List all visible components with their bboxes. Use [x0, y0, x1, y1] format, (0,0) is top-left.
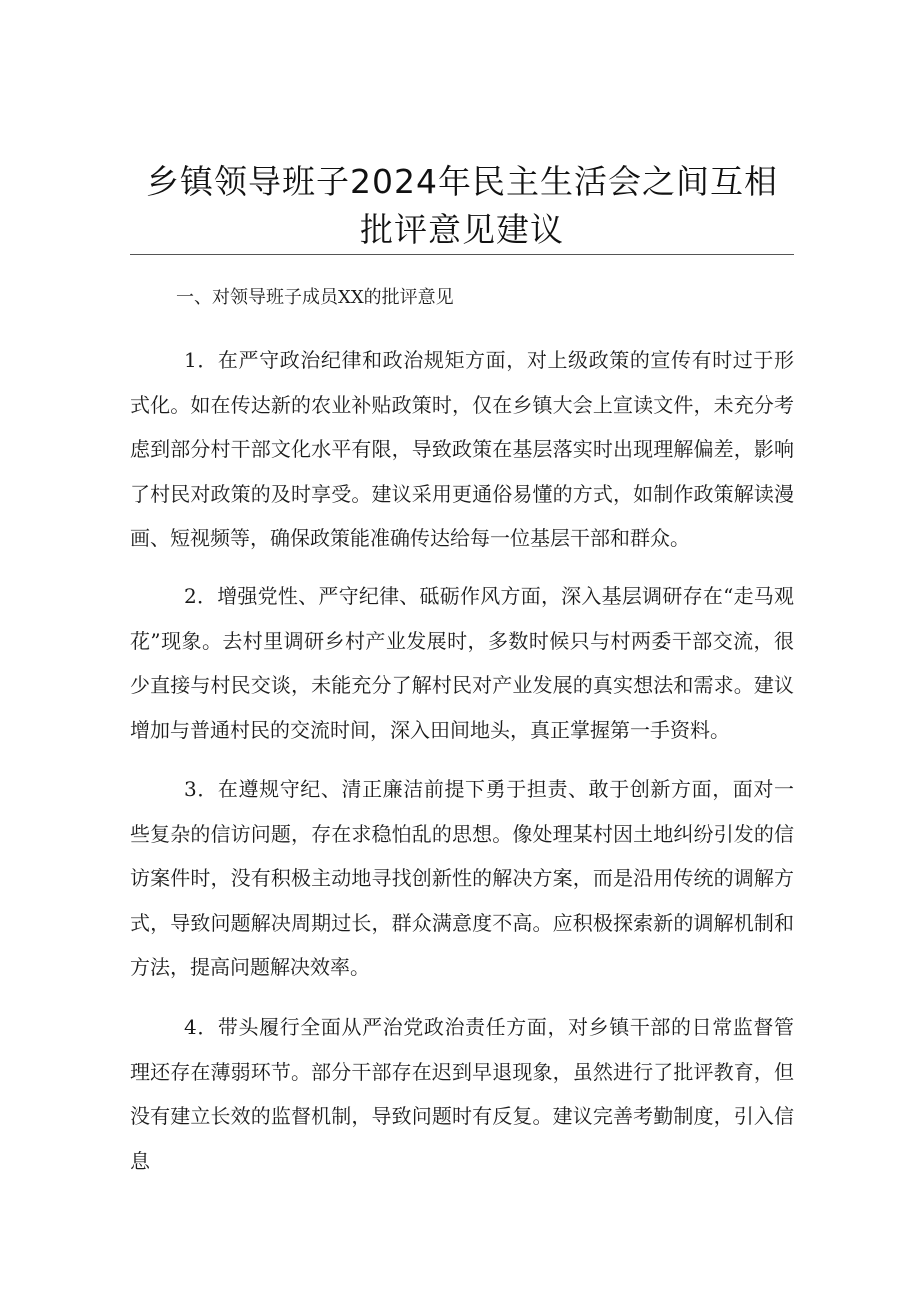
paragraph-1: 1．在严守政治纪律和政治规矩方面，对上级政策的宣传有时过于形式化。如在传达新的农业补贴政策时，仅在乡镇大会上宣读文件，未充分考虑到部分村干部文化水平有限，导致政策在基层落实时出现理解偏差，影响了村民对政策的及时享受。建议采用更通俗易懂的方式，如制作政策解读漫画、短视频等，确保政策能准确传达给每一位基层干部和群众。 [130, 348, 794, 550]
section-heading: 一、对领导班子成员XX的批评意见 [176, 287, 454, 308]
paragraph-4: 4．带头履行全面从严治党政治责任方面，对乡镇干部的日常监督管理还存在薄弱环节。部分干部存在迟到早退现象，虽然进行了批评教育，但没有建立长效的监督机制，导致问题时有反复。建议完善考勤制度，引入信息 [130, 1015, 794, 1173]
title-divider [130, 254, 794, 255]
document-title: 乡镇领导班子2024年民主生活会之间互相批评意见建议 [146, 162, 778, 249]
paragraph-2: 2．增强党性、严守纪律、砥砺作风方面，深入基层调研存在“走马观花”现象。去村里调研乡村产业发展时，多数时候只与村两委干部交流，很少直接与村民交谈，未能充分了解村民对产业发展的真实想法和需求。建议增加与普通村民的交流时间，深入田间地头，真正掌握第一手资料。 [130, 584, 794, 742]
paragraph-3: 3．在遵规守纪、清正廉洁前提下勇于担责、敢于创新方面，面对一些复杂的信访问题，存在求稳怕乱的思想。像处理某村因土地纠纷引发的信访案件时，没有积极主动地寻找创新性的解决方案，而是沿用传统的调解方式，导致问题解决周期过长，群众满意度不高。应积极探索新的调解机制和方法，提高问题解决效率。 [130, 777, 794, 979]
